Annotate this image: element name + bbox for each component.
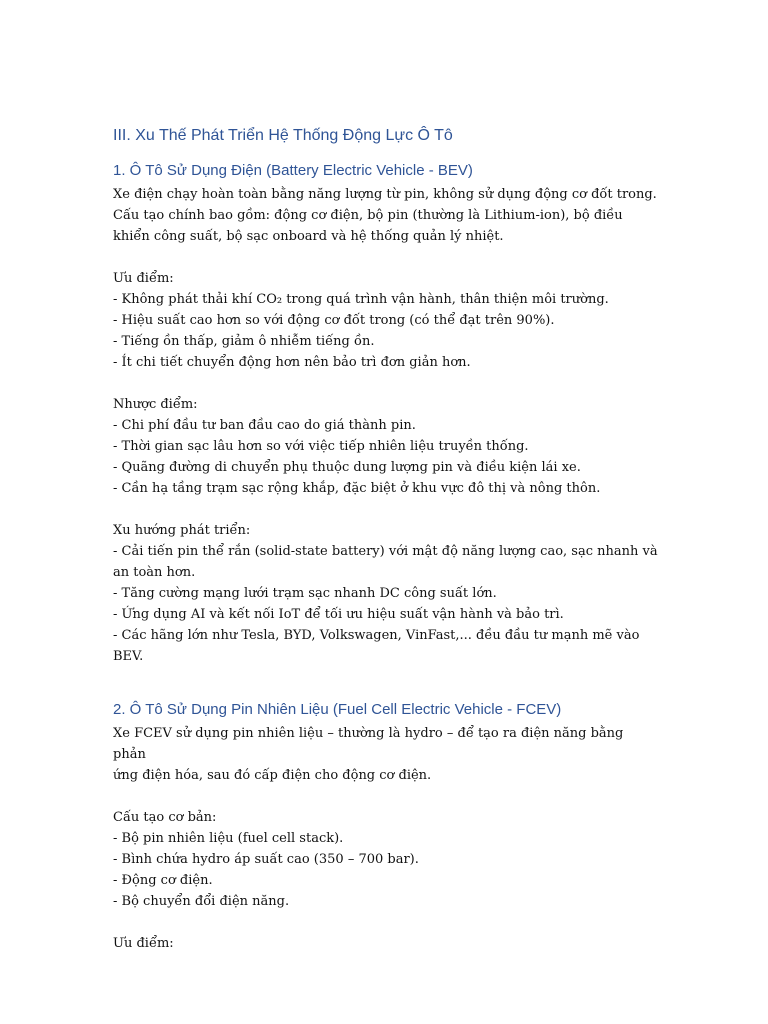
bev-trends-item: BEV.	[113, 649, 144, 664]
bev-cons-item: - Quãng đường di chuyển phụ thuộc dung lượng pin và điều kiện lái xe.	[113, 460, 581, 475]
fcev-intro-line: Xe FCEV sử dụng pin nhiên liệu – thường là hydro – để tạo ra điện năng bằng phản	[113, 726, 624, 762]
fcev-pros-label: Ưu điểm:	[113, 936, 174, 951]
spacer	[113, 912, 658, 933]
spacer	[113, 786, 658, 807]
bev-cons-item: - Chi phí đầu tư ban đầu cao do giá thành pin.	[113, 418, 416, 433]
spacer	[113, 247, 658, 268]
bev-trends-item: - Các hãng lớn như Tesla, BYD, Volkswagen, VinFast,... đều đầu tư mạnh mẽ vào	[113, 628, 640, 643]
bev-pros-item: - Ít chi tiết chuyển động hơn nên bảo trì đơn giản hơn.	[113, 355, 471, 370]
spacer	[113, 499, 658, 520]
bev-cons-item: - Cần hạ tầng trạm sạc rộng khắp, đặc biệt ở khu vực đô thị và nông thôn.	[113, 481, 601, 496]
fcev-structure-item: - Bình chứa hydro áp suất cao (350 – 700 bar).	[113, 852, 419, 867]
bev-intro-line: Xe điện chạy hoàn toàn bằng năng lượng từ pin, không sử dụng động cơ đốt trong.	[113, 187, 657, 202]
bev-intro-line: Cấu tạo chính bao gồm: động cơ điện, bộ pin (thường là Lithium-ion), bộ điều	[113, 208, 623, 223]
bev-cons-item: - Thời gian sạc lâu hơn so với việc tiếp nhiên liệu truyền thống.	[113, 439, 529, 454]
fcev-structure-item: - Bộ chuyển đổi điện năng.	[113, 894, 290, 909]
bev-pros-item: - Hiệu suất cao hơn so với động cơ đốt trong (có thể đạt trên 90%).	[113, 313, 555, 328]
document-page	[113, 118, 658, 954]
bev-pros-label: Ưu điểm:	[113, 271, 174, 286]
bev-trends-item: - Tăng cường mạng lưới trạm sạc nhanh DC công suất lớn.	[113, 586, 497, 601]
bev-title: 1. Ô Tô Sử Dụng Điện (Battery Electric Vehicle - BEV)	[113, 162, 473, 179]
fcev-title: 2. Ô Tô Sử Dụng Pin Nhiên Liệu (Fuel Cell Electric Vehicle - FCEV)	[113, 701, 562, 718]
bev-trends-item: - Cải tiến pin thể rắn (solid-state battery) với mật độ năng lượng cao, sạc nhanh và	[113, 544, 658, 559]
bev-intro-line: khiển công suất, bộ sạc onboard và hệ thống quản lý nhiệt.	[113, 229, 504, 244]
bev-trends-item: - Ứng dụng AI và kết nối IoT để tối ưu hiệu suất vận hành và bảo trì.	[113, 607, 564, 622]
bev-pros-item: - Tiếng ồn thấp, giảm ô nhiễm tiếng ồn.	[113, 334, 375, 349]
fcev-intro-line: ứng điện hóa, sau đó cấp điện cho động cơ điện.	[113, 768, 432, 783]
fcev-structure-item: - Bộ pin nhiên liệu (fuel cell stack).	[113, 831, 344, 846]
section-heading: III. Xu Thế Phát Triển Hệ Thống Động Lực Ô Tô	[113, 127, 453, 144]
bev-trends-item: an toàn hơn.	[113, 565, 196, 580]
spacer	[113, 373, 658, 394]
bev-pros-item: - Không phát thải khí CO₂ trong quá trình vận hành, thân thiện môi trường.	[113, 292, 609, 307]
spacer	[113, 667, 658, 693]
fcev-structure-item: - Động cơ điện.	[113, 873, 213, 888]
bev-cons-label: Nhược điểm:	[113, 397, 198, 412]
fcev-structure-label: Cấu tạo cơ bản:	[113, 810, 217, 825]
bev-trends-label: Xu hướng phát triển:	[113, 523, 251, 538]
